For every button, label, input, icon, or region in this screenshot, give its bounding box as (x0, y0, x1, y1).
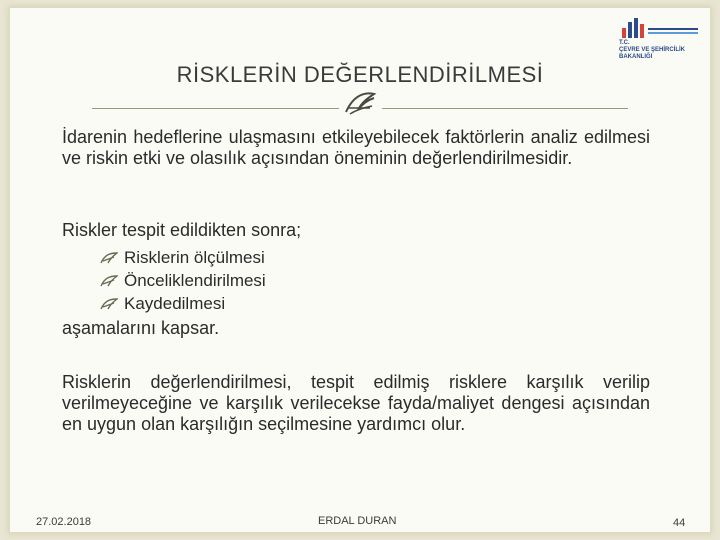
leaf-bullet-icon (100, 251, 118, 265)
logo-line: ÇEVRE VE ŞEHİRCİLİK (619, 47, 686, 53)
footer-author: ERDAL DURAN (318, 515, 397, 527)
title-rule-right (382, 108, 628, 109)
logo-line: BAKANLIĞI (619, 54, 653, 60)
list-item (100, 246, 266, 269)
page-number: 44 (673, 517, 686, 529)
logo-line: T.C. (619, 40, 630, 46)
list-item (100, 269, 266, 292)
bullet-label: Risklerin ölçülmesi (124, 248, 265, 267)
logo-text (619, 40, 709, 61)
title-rule-left (92, 108, 339, 109)
leaf-bullet-icon (100, 297, 118, 311)
list-item (100, 292, 266, 315)
paragraph-definition: İdarenin hedeflerine ulaşmasını etkileyebilecek faktörlerin analiz edilmesi ve riskin etki ve olasılık açısından öneminin değerlendirilmesidir. (62, 127, 650, 168)
paragraph-response: Risklerin değerlendirilmesi, tespit edilmiş risklere karşılık verilip verilmeyeceğine ve karşılık verilecekse fayda/maliyet dengesi açısından en uygun olan karşılığın seçilmesine yardımcı olur. (62, 372, 650, 434)
bullet-list (100, 246, 266, 315)
paragraph-intro: Riskler tespit edildikten sonra; (62, 220, 302, 240)
slide-title (0, 62, 720, 88)
ornament-icon (340, 88, 380, 118)
paragraph-scope: aşamalarını kapsar. (62, 318, 220, 338)
slide-title-text: RİSKLERİN DEĞERLENDİRİLMESİ (176, 62, 544, 87)
bullet-label: Kaydedilmesi (124, 294, 226, 313)
footer-date: 27.02.2018 (36, 516, 92, 528)
bullet-label: Önceliklendirilmesi (124, 271, 266, 290)
leaf-bullet-icon (100, 274, 118, 288)
